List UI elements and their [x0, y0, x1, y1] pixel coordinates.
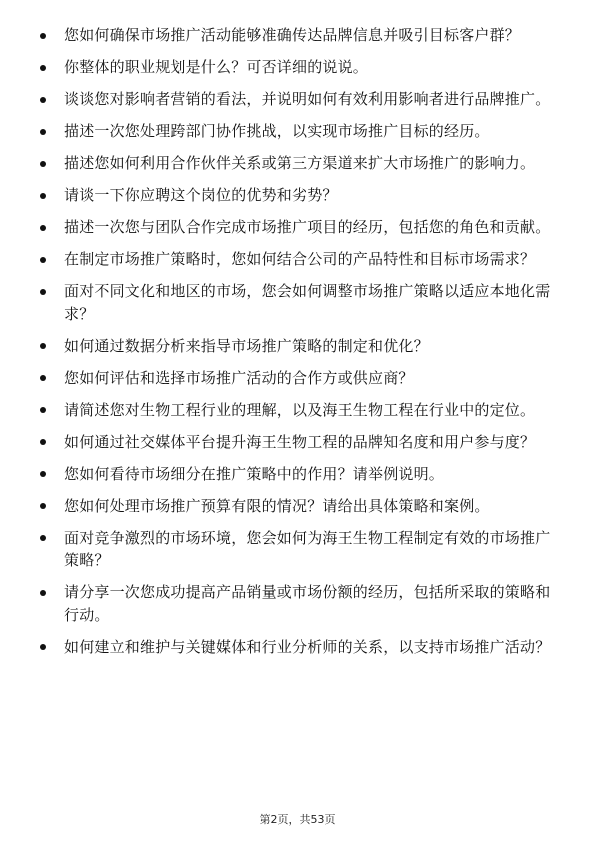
question-text: 描述您如何利用合作伙伴关系或第三方渠道来扩大市场推广的影响力。 — [64, 154, 536, 172]
question-item — [40, 216, 560, 239]
question-item — [40, 581, 560, 626]
question-item — [40, 367, 560, 390]
question-item — [40, 24, 560, 47]
question-item — [40, 431, 560, 454]
bullet-icon — [40, 503, 46, 509]
question-item — [40, 463, 560, 486]
bullet-icon — [40, 439, 46, 445]
bullet-icon — [40, 129, 46, 135]
bullet-icon — [40, 225, 46, 231]
bullet-icon — [40, 257, 46, 263]
bullet-icon — [40, 644, 46, 650]
question-text: 请谈一下你应聘这个岗位的优势和劣势？ — [64, 186, 338, 204]
page-number-footer: 第2页，共53页 — [259, 813, 336, 826]
question-text: 面对竞争激烈的市场环境，您会如何为海王生物工程制定有效的市场推广策略？ — [64, 528, 551, 569]
question-item — [40, 527, 560, 572]
question-text: 您如何确保市场推广活动能够准确传达品牌信息并吸引目标客户群？ — [64, 26, 521, 44]
question-list — [40, 24, 560, 668]
question-text: 描述一次您处理跨部门协作挑战，以实现市场推广目标的经历。 — [64, 122, 490, 140]
question-text: 描述一次您与团队合作完成市场推广项目的经历，包括您的角色和贡献。 — [64, 218, 551, 236]
question-item — [40, 120, 560, 143]
question-text: 您如何评估和选择市场推广活动的合作方或供应商？ — [64, 368, 414, 387]
question-text: 谈谈您对影响者营销的看法，并说明如何有效利用影响者进行品牌推广。 — [64, 90, 551, 108]
bullet-icon — [40, 471, 46, 477]
question-item — [40, 636, 560, 659]
question-item — [40, 88, 560, 111]
question-item — [40, 56, 560, 79]
question-text: 请简述您对生物工程行业的理解，以及海王生物工程在行业中的定位。 — [64, 400, 536, 419]
bullet-icon — [40, 193, 46, 199]
question-text: 如何通过社交媒体平台提升海王生物工程的品牌知名度和用户参与度？ — [64, 432, 536, 451]
bullet-icon — [40, 161, 46, 167]
question-item — [40, 152, 560, 175]
question-item — [40, 399, 560, 422]
question-item — [40, 248, 560, 271]
question-item — [40, 335, 560, 358]
bullet-icon — [40, 343, 46, 349]
bullet-icon — [40, 33, 46, 39]
question-text: 您如何处理市场推广预算有限的情况？请给出具体策略和案例。 — [64, 496, 490, 515]
question-item — [40, 184, 560, 207]
bullet-icon — [40, 590, 46, 596]
question-text: 你整体的职业规划是什么？可否详细的说说。 — [64, 58, 369, 76]
question-text: 面对不同文化和地区的市场，您会如何调整市场推广策略以适应本地化需求？ — [64, 282, 551, 323]
question-item — [40, 280, 560, 325]
question-item — [40, 495, 560, 518]
bullet-icon — [40, 289, 46, 295]
bullet-icon — [40, 65, 46, 71]
question-text: 请分享一次您成功提高产品销量或市场份额的经历，包括所采取的策略和行动。 — [64, 583, 551, 624]
bullet-icon — [40, 407, 46, 413]
question-text: 如何通过数据分析来指导市场推广策略的制定和优化？ — [64, 336, 429, 355]
bullet-icon — [40, 375, 46, 381]
bullet-icon — [40, 97, 46, 103]
question-text: 您如何看待市场细分在推广策略中的作用？请举例说明。 — [64, 464, 445, 483]
question-text: 如何建立和维护与关键媒体和行业分析师的关系，以支持市场推广活动？ — [64, 637, 551, 656]
bullet-icon — [40, 535, 46, 541]
question-text: 在制定市场推广策略时，您如何结合公司的产品特性和目标市场需求？ — [64, 250, 536, 268]
